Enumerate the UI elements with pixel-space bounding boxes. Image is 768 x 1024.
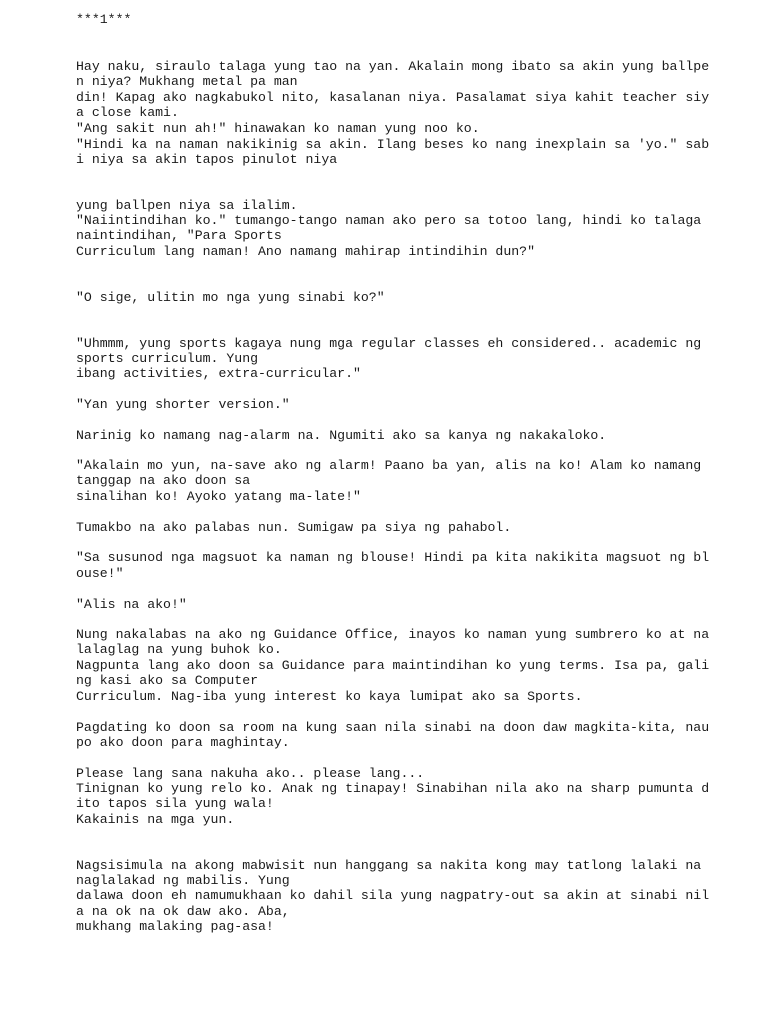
text-line: din! Kapag ako nagkabukol nito, kasalanan niya. Pasalamat siya kahit teacher siy (76, 90, 710, 105)
text-line: Curriculum lang naman! Ano namang mahirap intindihin dun?" (76, 244, 535, 259)
text-line: "O sige, ulitin mo nga yung sinabi ko?" (76, 290, 385, 305)
text-line: a na ok na ok daw ako. Aba, (76, 904, 290, 919)
text-line: Curriculum. Nag-iba yung interest ko kaya lumipat ako sa Sports. (76, 689, 583, 704)
text-line: ng kasi ako sa Computer (76, 673, 259, 688)
text-line: "Uhmmm, yung sports kagaya nung mga regular classes eh considered.. academic ng (76, 336, 702, 351)
text-line: Kakainis na mga yun. (76, 812, 235, 827)
text-line: naintindihan, "Para Sports (76, 228, 282, 243)
text-line: sports curriculum. Yung (76, 351, 259, 366)
text-line: "Hindi ka na naman nakikinig sa akin. Ilang beses ko nang inexplain sa 'yo." sab (76, 137, 710, 152)
text-line: "Akalain mo yun, na-save ako ng alarm! Paano ba yan, alis na ko! Alam ko namang (76, 458, 702, 473)
text-line: i niya sa akin tapos pinulot niya (76, 152, 338, 167)
text-line: Tumakbo na ako palabas nun. Sumigaw pa siya ng pahabol. (76, 520, 512, 535)
text-line: Nagsisimula na akong mabwisit nun hanggang sa nakita kong may tatlong lalaki na (76, 858, 702, 873)
text-line: Please lang sana nakuha ako.. please lang... (76, 766, 425, 781)
text-line: "Naiintindihan ko." tumango-tango naman ako pero sa totoo lang, hindi ko talaga (76, 213, 702, 228)
text-line: ouse!" (76, 566, 124, 581)
text-line: "Yan yung shorter version." (76, 397, 290, 412)
text-line: Nagpunta lang ako doon sa Guidance para maintindihan ko yung terms. Isa pa, gali (76, 658, 710, 673)
text-line: "Alis na ako!" (76, 597, 187, 612)
text-line: n niya? Mukhang metal pa man (76, 74, 298, 89)
text-line: "Sa susunod nga magsuot ka naman ng blouse! Hindi pa kita nakikita magsuot ng bl (76, 550, 710, 565)
text-line: Narinig ko namang nag-alarm na. Ngumiti ako sa kanya ng nakakaloko. (76, 428, 607, 443)
text-line: ibang activities, extra-curricular." (76, 366, 361, 381)
text-line: Tinignan ko yung relo ko. Anak ng tinapay! Sinabihan nila ako na sharp pumunta d (76, 781, 710, 796)
text-line: "Ang sakit nun ah!" hinawakan ko naman yung noo ko. (76, 121, 480, 136)
text-line: yung ballpen niya sa ilalim. (76, 198, 298, 213)
text-line: lalaglag na yung buhok ko. (76, 642, 282, 657)
text-line: Nung nakalabas na ako ng Guidance Office, inayos ko naman yung sumbrero ko at na (76, 627, 710, 642)
text-line: sinalihan ko! Ayoko yatang ma-late!" (76, 489, 361, 504)
text-line: dalawa doon eh namumukhaan ko dahil sila yung nagpatry-out sa akin at sinabi nil (76, 888, 710, 903)
text-line: a close kami. (76, 105, 179, 120)
text-line: Pagdating ko doon sa room na kung saan nila sinabi na doon daw magkita-kita, nau (76, 720, 710, 735)
chapter-heading: ***1*** (76, 12, 132, 27)
text-line: naglalakad ng mabilis. Yung (76, 873, 290, 888)
text-line: ito tapos sila yung wala! (76, 796, 274, 811)
text-line: po ako doon para maghintay. (76, 735, 290, 750)
text-line: mukhang malaking pag-asa! (76, 919, 274, 934)
text-line: tanggap na ako doon sa (76, 473, 251, 488)
text-line: Hay naku, siraulo talaga yung tao na yan. Akalain mong ibato sa akin yung ballpe (76, 59, 710, 74)
